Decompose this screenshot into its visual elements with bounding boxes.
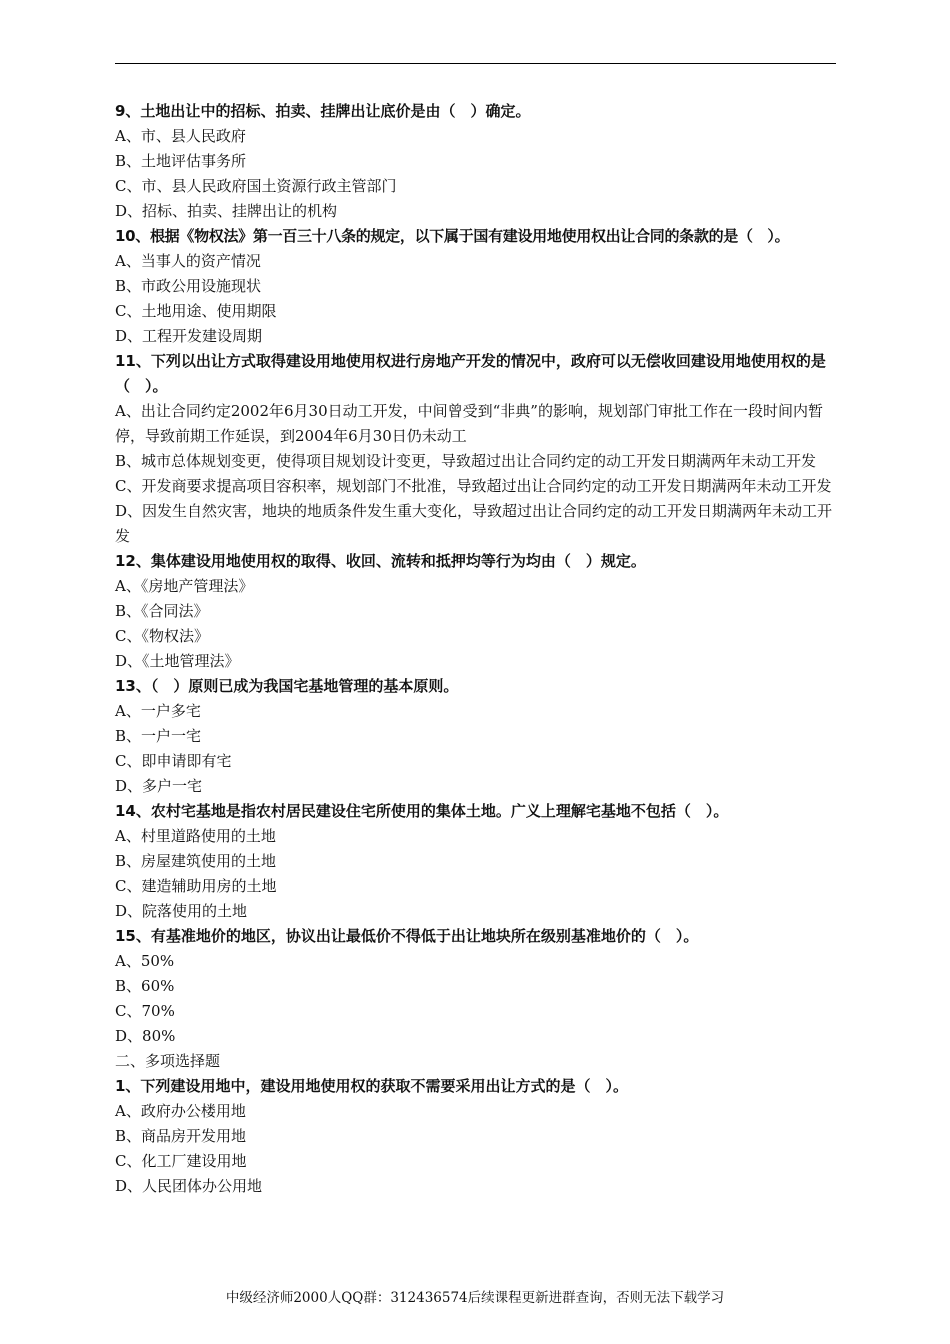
option: D、因发生自然灾害，地块的地质条件发生重大变化，导致超过出让合同约定的动工开发日期满两年未动工开发 bbox=[115, 502, 833, 545]
option: D、多户一宅 bbox=[115, 777, 203, 795]
document-body bbox=[115, 99, 845, 1199]
option: B、房屋建筑使用的土地 bbox=[115, 852, 277, 870]
option: A、政府办公楼用地 bbox=[115, 1102, 246, 1120]
option: C、《物权法》 bbox=[115, 627, 209, 645]
option: C、即申请即有宅 bbox=[115, 752, 232, 770]
option: D、人民团体办公用地 bbox=[115, 1177, 263, 1195]
question-stem: 15、有基准地价的地区，协议出让最低价不得低于出让地块所在级别基准地价的（ ）。 bbox=[115, 927, 699, 945]
option: C、70% bbox=[115, 1002, 175, 1020]
option: A、市、县人民政府 bbox=[115, 127, 246, 145]
option: B、60% bbox=[115, 977, 175, 995]
section-title: 二、多项选择题 bbox=[115, 1052, 221, 1070]
option: A、50% bbox=[115, 952, 175, 970]
option: B、城市总体规划变更，使得项目规划设计变更，导致超过出让合同约定的动工开发日期满两年未动工开发 bbox=[115, 452, 817, 470]
question-stem: 10、根据《物权法》第一百三十八条的规定，以下属于国有建设用地使用权出让合同的条款的是（ ）。 bbox=[115, 227, 790, 245]
option: C、建造辅助用房的土地 bbox=[115, 877, 277, 895]
page-footer: 中级经济师2000人QQ群：312436574后续课程更新进群查询，否则无法下载学习 bbox=[225, 1290, 725, 1306]
option: B、土地评估事务所 bbox=[115, 152, 247, 170]
question-stem: 9、土地出让中的招标、拍卖、挂牌出让底价是由（ ）确定。 bbox=[115, 102, 531, 120]
option: D、80% bbox=[115, 1027, 176, 1045]
header-rule bbox=[115, 63, 836, 64]
question-stem: 14、农村宅基地是指农村居民建设住宅所使用的集体土地。广义上理解宅基地不包括（ ）。 bbox=[115, 802, 729, 820]
option: D、工程开发建设周期 bbox=[115, 327, 263, 345]
option: A、村里道路使用的土地 bbox=[115, 827, 276, 845]
question-stem: 1、下列建设用地中，建设用地使用权的获取不需要采用出让方式的是（ ）。 bbox=[115, 1077, 628, 1095]
option: A、《房地产管理法》 bbox=[115, 577, 254, 595]
option: D、院落使用的土地 bbox=[115, 902, 248, 920]
question-stem: 12、集体建设用地使用权的取得、收回、流转和抵押均等行为均由（ ）规定。 bbox=[115, 552, 646, 570]
option: B、一户一宅 bbox=[115, 727, 202, 745]
option: B、《合同法》 bbox=[115, 602, 209, 620]
question-stem: 11、下列以出让方式取得建设用地使用权进行房地产开发的情况中，政府可以无偿收回建设用地使用权的是（ ）。 bbox=[115, 352, 826, 395]
option: C、化工厂建设用地 bbox=[115, 1152, 247, 1170]
option: D、《土地管理法》 bbox=[115, 652, 240, 670]
option: A、出让合同约定2002年6月30日动工开发，中间曾受到“非典”的影响，规划部门审批工作在一段时间内暂停，导致前期工作延误，到2004年6月30日仍未动工 bbox=[115, 402, 823, 445]
option: B、商品房开发用地 bbox=[115, 1127, 247, 1145]
option: A、一户多宅 bbox=[115, 702, 201, 720]
option: B、市政公用设施现状 bbox=[115, 277, 262, 295]
option: A、当事人的资产情况 bbox=[115, 252, 261, 270]
option: C、市、县人民政府国土资源行政主管部门 bbox=[115, 177, 397, 195]
question-stem: 13、（ ）原则已成为我国宅基地管理的基本原则。 bbox=[115, 677, 459, 695]
option: D、招标、拍卖、挂牌出让的机构 bbox=[115, 202, 338, 220]
option: C、开发商要求提高项目容积率，规划部门不批准，导致超过出让合同约定的动工开发日期满两年未动工开发 bbox=[115, 477, 832, 495]
option: C、土地用途、使用期限 bbox=[115, 302, 277, 320]
